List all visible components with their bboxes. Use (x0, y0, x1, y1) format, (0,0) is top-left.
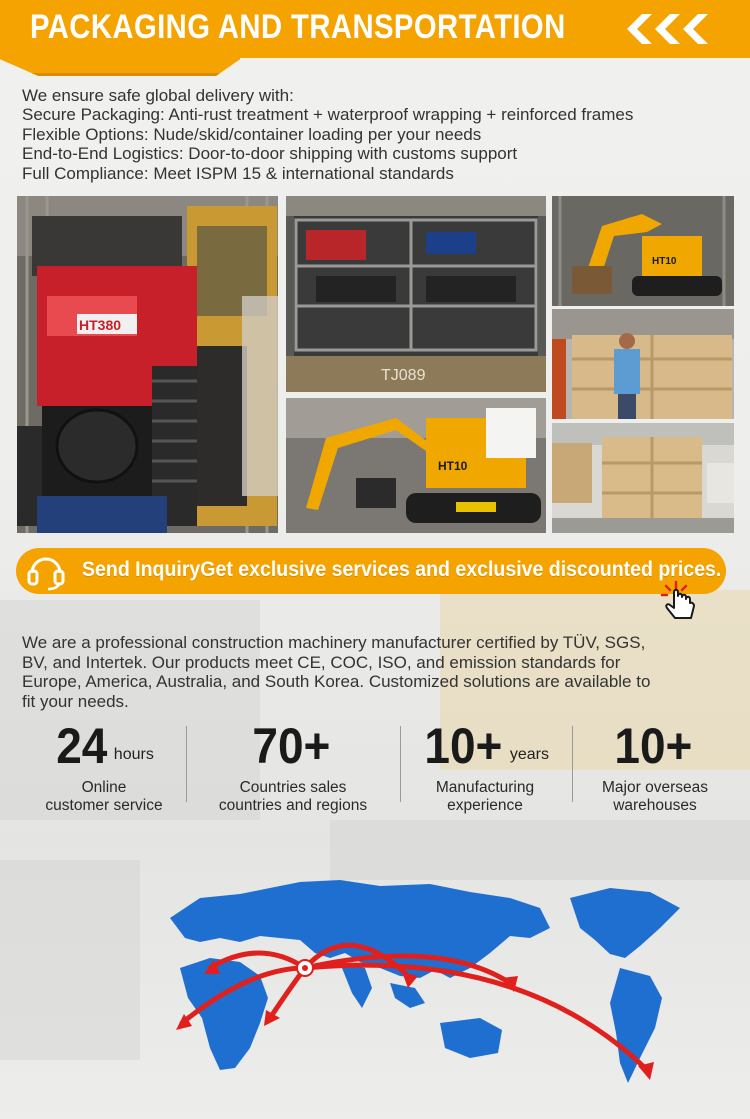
stat-label: Online (81, 779, 127, 796)
stat-countries (198, 718, 388, 814)
description-line: We are a professional construction machinery manufacturer certified by TÜV, SGS, (22, 633, 646, 652)
description-line: BV, and Intertek. Our products meet CE, COC, ISO, and emission standards for (22, 652, 621, 672)
stat-label: Manufacturing (435, 779, 535, 796)
intro-text-block (22, 86, 734, 183)
photo-excavator-in-container (552, 196, 734, 306)
background-machine-shape (0, 860, 140, 1060)
container-code: TJ089 (381, 367, 426, 384)
stat-number: 70+ (251, 718, 331, 774)
stat-label: customer service (45, 796, 163, 814)
page-title: PACKAGING AND TRANSPORTATION (30, 8, 566, 46)
stat-label: Major overseas (602, 779, 708, 796)
photo-skid-steer-in-container (17, 196, 278, 533)
stat-number: 24 (56, 718, 108, 774)
photo-crates-warehouse (552, 423, 734, 533)
stat-online-service (22, 718, 186, 814)
stat-experience (410, 718, 560, 814)
company-description (22, 633, 728, 711)
hand-pointer-icon (660, 580, 700, 624)
photo-wooden-crate-packing (552, 309, 734, 419)
stat-warehouses (584, 718, 726, 814)
photo-excavator-yellow (286, 398, 546, 533)
description-line: Europe, America, Australia, and South Korea. Customized solutions are available to (22, 672, 651, 692)
headset-icon (24, 551, 68, 591)
stat-unit: hours (113, 746, 154, 763)
photo-parts-in-crate (286, 196, 546, 392)
machine-model-label: HT380 (79, 317, 122, 333)
stat-label: experience (447, 796, 523, 814)
stat-unit: years (509, 746, 549, 763)
stat-divider (400, 726, 401, 802)
intro-line: We ensure safe global delivery with: (22, 86, 294, 105)
stat-number: 10+ (613, 718, 693, 774)
intro-line: End-to-End Logistics: Door-to-door shipping with customs support (22, 144, 518, 164)
intro-line: Flexible Options: Nude/skid/container loading per your needs (22, 124, 482, 144)
inquiry-banner-text: Send InquiryGet exclusive services and exclusive discounted prices. (82, 558, 722, 581)
stat-divider (186, 726, 187, 802)
stat-label: Countries sales (239, 779, 347, 796)
chevrons-left-icon (620, 14, 712, 44)
intro-line: Secure Packaging: Anti-rust treatment + waterproof wrapping + reinforced frames (22, 105, 634, 125)
intro-line: Full Compliance: Meet ISPM 15 & international standards (22, 163, 454, 183)
description-line: fit your needs. (22, 691, 129, 711)
stat-number: 10+ (424, 718, 503, 774)
inquiry-banner[interactable] (16, 548, 726, 594)
machine-model-label: HT10 (438, 459, 468, 473)
world-shipping-map (140, 858, 700, 1098)
stat-label: countries and regions (218, 796, 368, 814)
stat-label: warehouses (613, 796, 697, 814)
machine-model-label: HT10 (652, 256, 677, 267)
stat-divider (572, 726, 573, 802)
